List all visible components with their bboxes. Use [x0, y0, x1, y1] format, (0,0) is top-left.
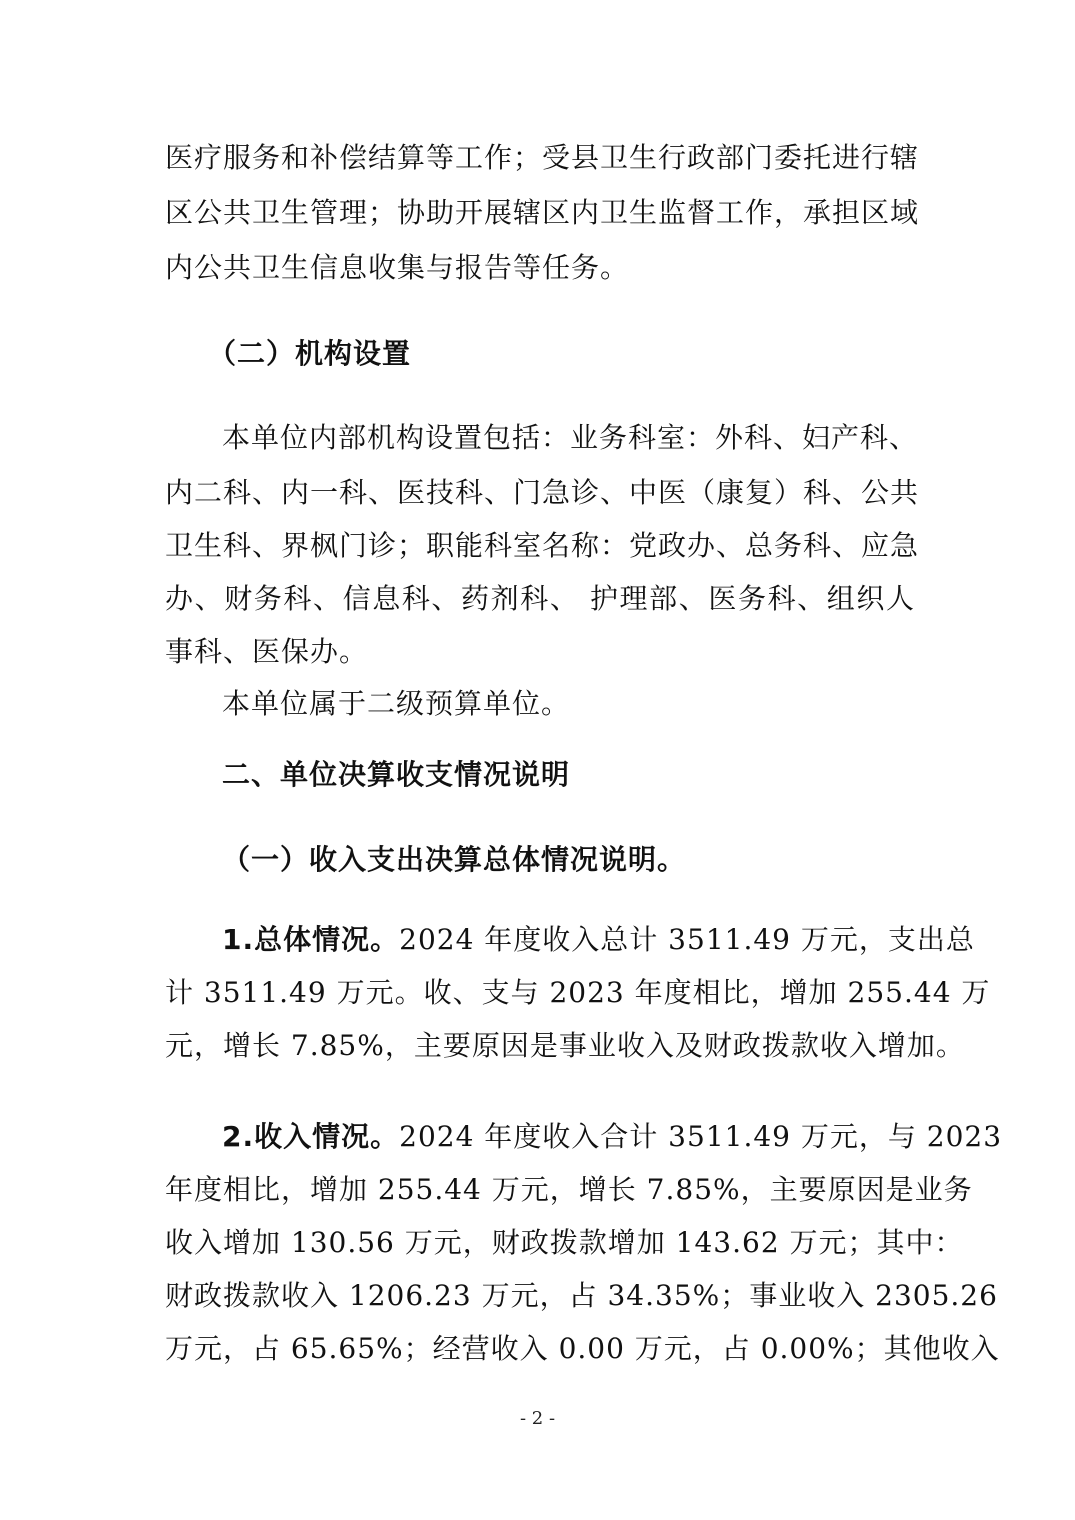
body-line: 元，增长 7.85%，主要原因是事业收入及财政拨款收入增加。: [165, 1029, 965, 1062]
body-line: 本单位属于二级预算单位。: [222, 687, 571, 720]
item-lead: 2.收入情况。: [222, 1120, 400, 1153]
body-line: 内二科、内一科、医技科、门急诊、中医（康复）科、公共: [165, 476, 920, 509]
item-overall-first-line: [222, 920, 975, 960]
body-line: 卫生科、界枫门诊；职能科室名称：党政办、总务科、应急: [165, 529, 920, 562]
item-text: 2024 年度收入合计 3511.49 万元，与 2023: [399, 1120, 1003, 1153]
body-line: 事科、医保办。: [165, 635, 369, 668]
section-heading-org: （二）机构设置: [208, 337, 412, 370]
body-line: 办、财务科、信息科、药剂科、 护理部、医务科、组织人: [165, 582, 915, 615]
chapter-heading: 二、单位决算收支情况说明: [222, 758, 571, 791]
item-income-first-line: [222, 1117, 1003, 1157]
body-line: 内公共卫生信息收集与报告等任务。: [165, 251, 630, 284]
body-line: 财政拨款收入 1206.23 万元，占 34.35%；事业收入 2305.26: [165, 1279, 998, 1312]
body-line: 计 3511.49 万元。收、支与 2023 年度相比，增加 255.44 万: [165, 976, 991, 1009]
sub-heading: （一）收入支出决算总体情况说明。: [222, 843, 687, 876]
body-line: 医疗服务和补偿结算等工作；受县卫生行政部门委托进行辖: [165, 141, 920, 174]
body-line: 年度相比，增加 255.44 万元，增长 7.85%，主要原因是业务: [165, 1173, 973, 1206]
item-text: 2024 年度收入总计 3511.49 万元，支出总: [399, 923, 975, 956]
page-number: - 2 -: [519, 1408, 556, 1429]
body-line: 区公共卫生管理；协助开展辖区内卫生监督工作，承担区域: [165, 196, 920, 229]
body-line: 收入增加 130.56 万元，财政拨款增加 143.62 万元；其中：: [165, 1226, 964, 1259]
body-line: 万元，占 65.65%；经营收入 0.00 万元，占 0.00%；其他收入: [165, 1332, 1000, 1365]
body-line: 本单位内部机构设置包括：业务科室：外科、妇产科、: [222, 421, 919, 454]
item-lead: 1.总体情况。: [222, 923, 400, 956]
